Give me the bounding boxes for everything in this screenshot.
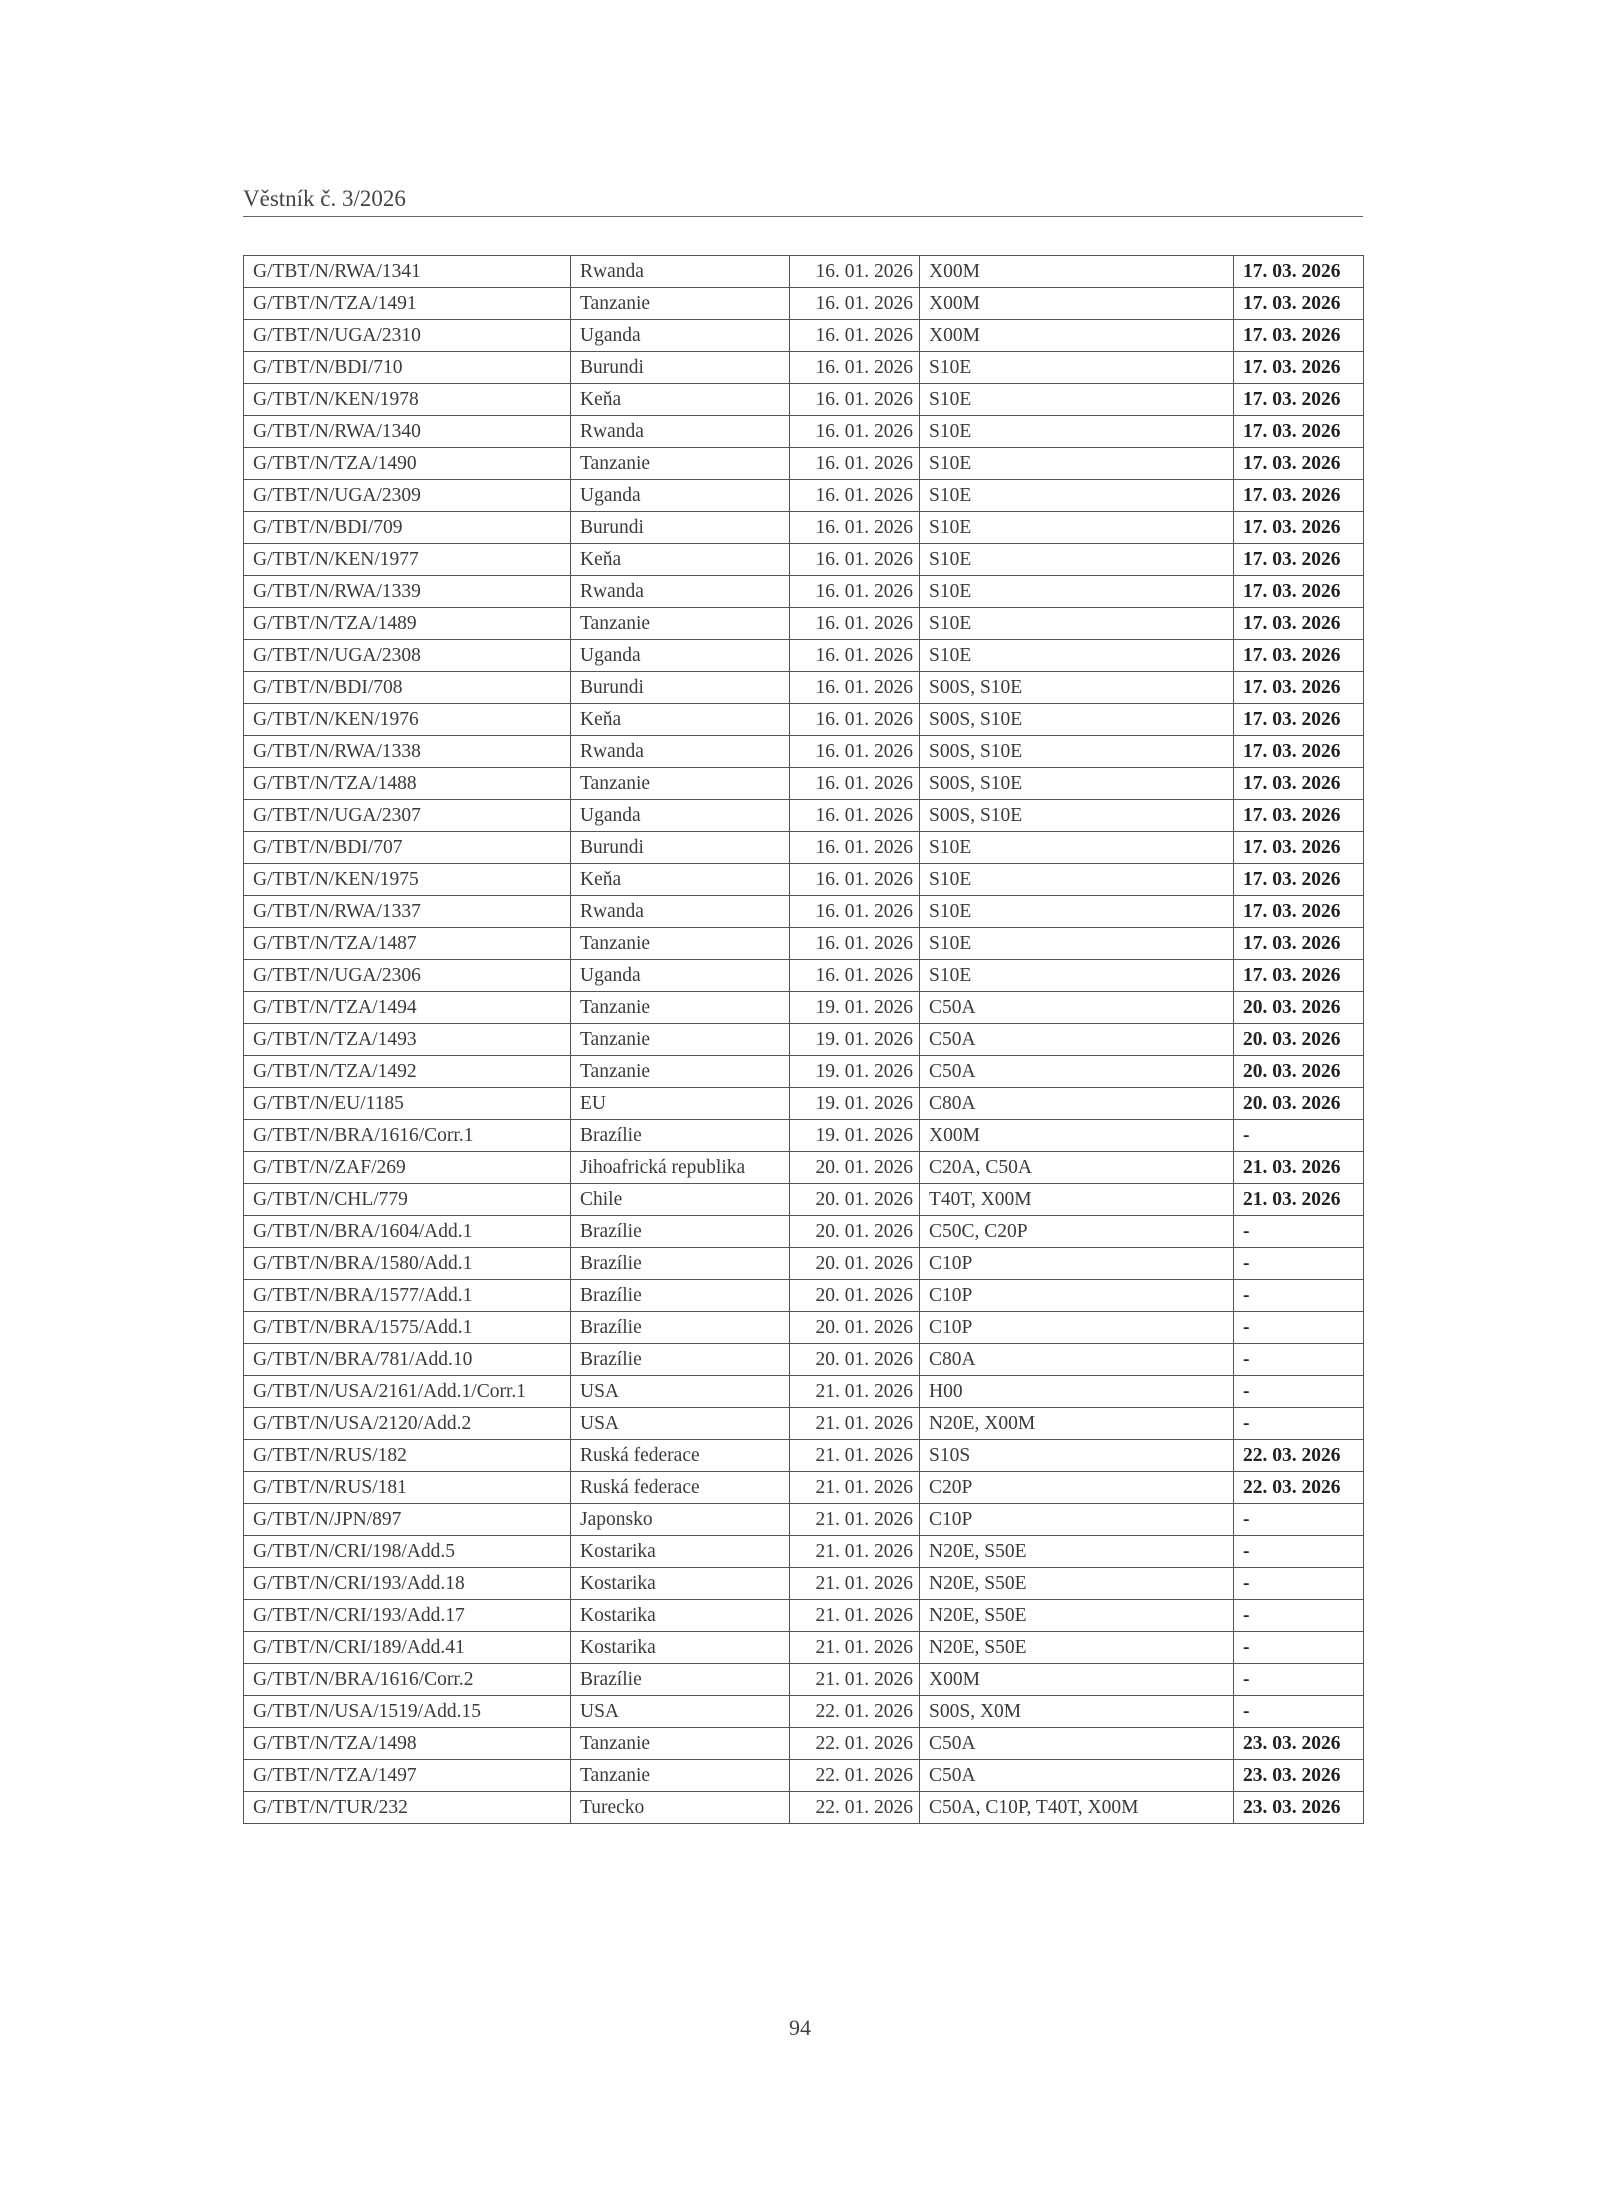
notification-symbol-cell: G/TBT/N/TZA/1490 [244, 448, 571, 480]
table-row [244, 1792, 1364, 1824]
ics-code-cell: H00 [920, 1376, 1234, 1408]
ics-code-cell: C10P [920, 1280, 1234, 1312]
comment-deadline-cell: - [1234, 1344, 1364, 1376]
country-cell: Kostarika [571, 1536, 790, 1568]
notification-date-cell: 20. 01. 2026 [790, 1344, 920, 1376]
ics-code-cell: X00M [920, 320, 1234, 352]
country-cell: Uganda [571, 960, 790, 992]
ics-code-cell: C20A, C50A [920, 1152, 1234, 1184]
table-row [244, 928, 1364, 960]
notification-symbol-cell: G/TBT/N/TZA/1487 [244, 928, 571, 960]
comment-deadline-cell: 23. 03. 2026 [1234, 1792, 1364, 1824]
country-cell: Kostarika [571, 1600, 790, 1632]
ics-code-cell: S00S, S10E [920, 736, 1234, 768]
ics-code-cell: C80A [920, 1344, 1234, 1376]
table-row [244, 384, 1364, 416]
comment-deadline-cell: 17. 03. 2026 [1234, 544, 1364, 576]
ics-code-cell: S00S, S10E [920, 768, 1234, 800]
notification-date-cell: 20. 01. 2026 [790, 1280, 920, 1312]
comment-deadline-cell: 17. 03. 2026 [1234, 640, 1364, 672]
country-cell: Burundi [571, 352, 790, 384]
comment-deadline-cell: 17. 03. 2026 [1234, 576, 1364, 608]
notification-symbol-cell: G/TBT/N/TZA/1489 [244, 608, 571, 640]
notification-date-cell: 16. 01. 2026 [790, 800, 920, 832]
country-cell: Keňa [571, 384, 790, 416]
table-row [244, 1760, 1364, 1792]
comment-deadline-cell: 17. 03. 2026 [1234, 256, 1364, 288]
country-cell: Chile [571, 1184, 790, 1216]
notification-symbol-cell: G/TBT/N/UGA/2307 [244, 800, 571, 832]
comment-deadline-cell: 21. 03. 2026 [1234, 1152, 1364, 1184]
comment-deadline-cell: 17. 03. 2026 [1234, 288, 1364, 320]
notification-date-cell: 16. 01. 2026 [790, 608, 920, 640]
ics-code-cell: C80A [920, 1088, 1234, 1120]
ics-code-cell: C50A, C10P, T40T, X00M [920, 1792, 1234, 1824]
comment-deadline-cell: 20. 03. 2026 [1234, 992, 1364, 1024]
notification-symbol-cell: G/TBT/N/CRI/193/Add.17 [244, 1600, 571, 1632]
notification-symbol-cell: G/TBT/N/TZA/1494 [244, 992, 571, 1024]
table-row [244, 864, 1364, 896]
comment-deadline-cell: - [1234, 1632, 1364, 1664]
notification-date-cell: 16. 01. 2026 [790, 960, 920, 992]
notification-date-cell: 16. 01. 2026 [790, 736, 920, 768]
notification-date-cell: 19. 01. 2026 [790, 1056, 920, 1088]
ics-code-cell: S10E [920, 576, 1234, 608]
country-cell: Rwanda [571, 896, 790, 928]
notification-date-cell: 16. 01. 2026 [790, 672, 920, 704]
notification-symbol-cell: G/TBT/N/RUS/182 [244, 1440, 571, 1472]
country-cell: Burundi [571, 672, 790, 704]
notification-date-cell: 19. 01. 2026 [790, 1120, 920, 1152]
country-cell: Kostarika [571, 1632, 790, 1664]
notification-symbol-cell: G/TBT/N/RWA/1341 [244, 256, 571, 288]
ics-code-cell: C50A [920, 1056, 1234, 1088]
notification-symbol-cell: G/TBT/N/BDI/710 [244, 352, 571, 384]
ics-code-cell: C10P [920, 1504, 1234, 1536]
notification-symbol-cell: G/TBT/N/TZA/1493 [244, 1024, 571, 1056]
comment-deadline-cell: 17. 03. 2026 [1234, 768, 1364, 800]
notification-symbol-cell: G/TBT/N/RWA/1340 [244, 416, 571, 448]
page-number: 94 [789, 2015, 811, 2040]
table-row [244, 1216, 1364, 1248]
notification-date-cell: 16. 01. 2026 [790, 512, 920, 544]
comment-deadline-cell: 17. 03. 2026 [1234, 896, 1364, 928]
comment-deadline-cell: - [1234, 1600, 1364, 1632]
table-row [244, 896, 1364, 928]
comment-deadline-cell: 21. 03. 2026 [1234, 1184, 1364, 1216]
notification-date-cell: 16. 01. 2026 [790, 416, 920, 448]
table-row [244, 832, 1364, 864]
comment-deadline-cell: 17. 03. 2026 [1234, 800, 1364, 832]
notification-symbol-cell: G/TBT/N/BRA/1616/Corr.2 [244, 1664, 571, 1696]
notification-date-cell: 21. 01. 2026 [790, 1664, 920, 1696]
country-cell: Brazílie [571, 1312, 790, 1344]
ics-code-cell: S10S [920, 1440, 1234, 1472]
comment-deadline-cell: 22. 03. 2026 [1234, 1440, 1364, 1472]
notification-symbol-cell: G/TBT/N/RWA/1339 [244, 576, 571, 608]
country-cell: Tanzanie [571, 1760, 790, 1792]
country-cell: Tanzanie [571, 928, 790, 960]
country-cell: Brazílie [571, 1280, 790, 1312]
notification-date-cell: 16. 01. 2026 [790, 896, 920, 928]
comment-deadline-cell: - [1234, 1280, 1364, 1312]
table-row [244, 352, 1364, 384]
notification-date-cell: 22. 01. 2026 [790, 1696, 920, 1728]
table-row [244, 576, 1364, 608]
table-row [244, 1184, 1364, 1216]
notification-date-cell: 16. 01. 2026 [790, 576, 920, 608]
ics-code-cell: S10E [920, 416, 1234, 448]
table-row [244, 1152, 1364, 1184]
table-row [244, 608, 1364, 640]
notification-symbol-cell: G/TBT/N/UGA/2309 [244, 480, 571, 512]
table-row [244, 1440, 1364, 1472]
comment-deadline-cell: - [1234, 1696, 1364, 1728]
notification-symbol-cell: G/TBT/N/BDI/707 [244, 832, 571, 864]
table-row [244, 1536, 1364, 1568]
table-row [244, 672, 1364, 704]
notification-date-cell: 16. 01. 2026 [790, 704, 920, 736]
country-cell: Ruská federace [571, 1440, 790, 1472]
ics-code-cell: S00S, S10E [920, 704, 1234, 736]
notification-date-cell: 20. 01. 2026 [790, 1184, 920, 1216]
table-row [244, 256, 1364, 288]
notification-date-cell: 21. 01. 2026 [790, 1632, 920, 1664]
table-row [244, 1024, 1364, 1056]
notification-date-cell: 16. 01. 2026 [790, 384, 920, 416]
table-row [244, 1504, 1364, 1536]
notifications-table [243, 255, 1364, 1824]
country-cell: Burundi [571, 832, 790, 864]
country-cell: Uganda [571, 640, 790, 672]
table-row [244, 1472, 1364, 1504]
country-cell: Tanzanie [571, 768, 790, 800]
notification-date-cell: 21. 01. 2026 [790, 1408, 920, 1440]
notification-date-cell: 16. 01. 2026 [790, 288, 920, 320]
country-cell: Brazílie [571, 1344, 790, 1376]
country-cell: Tanzanie [571, 608, 790, 640]
country-cell: Tanzanie [571, 1056, 790, 1088]
notification-date-cell: 22. 01. 2026 [790, 1760, 920, 1792]
country-cell: Uganda [571, 320, 790, 352]
country-cell: Burundi [571, 512, 790, 544]
comment-deadline-cell: - [1234, 1664, 1364, 1696]
comment-deadline-cell: 17. 03. 2026 [1234, 416, 1364, 448]
country-cell: Brazílie [571, 1248, 790, 1280]
ics-code-cell: N20E, X00M [920, 1408, 1234, 1440]
ics-code-cell: C50A [920, 1728, 1234, 1760]
notification-symbol-cell: G/TBT/N/TZA/1491 [244, 288, 571, 320]
ics-code-cell: S10E [920, 544, 1234, 576]
notification-symbol-cell: G/TBT/N/CHL/779 [244, 1184, 571, 1216]
table-row [244, 1344, 1364, 1376]
ics-code-cell: S10E [920, 928, 1234, 960]
comment-deadline-cell: - [1234, 1568, 1364, 1600]
notification-date-cell: 20. 01. 2026 [790, 1152, 920, 1184]
notification-symbol-cell: G/TBT/N/BRA/1616/Corr.1 [244, 1120, 571, 1152]
notification-symbol-cell: G/TBT/N/BRA/1580/Add.1 [244, 1248, 571, 1280]
comment-deadline-cell: 20. 03. 2026 [1234, 1056, 1364, 1088]
notification-symbol-cell: G/TBT/N/BRA/1575/Add.1 [244, 1312, 571, 1344]
table-row [244, 480, 1364, 512]
notification-date-cell: 21. 01. 2026 [790, 1440, 920, 1472]
ics-code-cell: C10P [920, 1312, 1234, 1344]
comment-deadline-cell: - [1234, 1408, 1364, 1440]
country-cell: Keňa [571, 704, 790, 736]
country-cell: Ruská federace [571, 1472, 790, 1504]
notification-symbol-cell: G/TBT/N/TUR/232 [244, 1792, 571, 1824]
country-cell: USA [571, 1376, 790, 1408]
ics-code-cell: N20E, S50E [920, 1600, 1234, 1632]
table-row [244, 416, 1364, 448]
table-row [244, 1408, 1364, 1440]
ics-code-cell: N20E, S50E [920, 1536, 1234, 1568]
notification-symbol-cell: G/TBT/N/BRA/1577/Add.1 [244, 1280, 571, 1312]
table-row [244, 1600, 1364, 1632]
ics-code-cell: C10P [920, 1248, 1234, 1280]
comment-deadline-cell: 17. 03. 2026 [1234, 512, 1364, 544]
ics-code-cell: S10E [920, 608, 1234, 640]
notification-symbol-cell: G/TBT/N/KEN/1977 [244, 544, 571, 576]
notification-symbol-cell: G/TBT/N/JPN/897 [244, 1504, 571, 1536]
ics-code-cell: S10E [920, 640, 1234, 672]
country-cell: Turecko [571, 1792, 790, 1824]
notification-date-cell: 20. 01. 2026 [790, 1312, 920, 1344]
ics-code-cell: S10E [920, 384, 1234, 416]
notification-date-cell: 16. 01. 2026 [790, 928, 920, 960]
table-row [244, 960, 1364, 992]
country-cell: Keňa [571, 544, 790, 576]
table-row [244, 1632, 1364, 1664]
notification-date-cell: 16. 01. 2026 [790, 864, 920, 896]
notification-date-cell: 21. 01. 2026 [790, 1504, 920, 1536]
comment-deadline-cell: 17. 03. 2026 [1234, 736, 1364, 768]
ics-code-cell: C50C, C20P [920, 1216, 1234, 1248]
notification-symbol-cell: G/TBT/N/UGA/2308 [244, 640, 571, 672]
notification-symbol-cell: G/TBT/N/UGA/2310 [244, 320, 571, 352]
notification-symbol-cell: G/TBT/N/KEN/1975 [244, 864, 571, 896]
comment-deadline-cell: - [1234, 1216, 1364, 1248]
table-row [244, 992, 1364, 1024]
notification-symbol-cell: G/TBT/N/BDI/708 [244, 672, 571, 704]
comment-deadline-cell: - [1234, 1376, 1364, 1408]
table-row [244, 1248, 1364, 1280]
notification-date-cell: 22. 01. 2026 [790, 1728, 920, 1760]
comment-deadline-cell: 20. 03. 2026 [1234, 1088, 1364, 1120]
comment-deadline-cell: 17. 03. 2026 [1234, 832, 1364, 864]
notification-symbol-cell: G/TBT/N/USA/2120/Add.2 [244, 1408, 571, 1440]
country-cell: Brazílie [571, 1216, 790, 1248]
country-cell: Rwanda [571, 736, 790, 768]
country-cell: USA [571, 1408, 790, 1440]
ics-code-cell: S10E [920, 960, 1234, 992]
notification-date-cell: 16. 01. 2026 [790, 832, 920, 864]
comment-deadline-cell: 22. 03. 2026 [1234, 1472, 1364, 1504]
comment-deadline-cell: 17. 03. 2026 [1234, 672, 1364, 704]
notification-symbol-cell: G/TBT/N/CRI/189/Add.41 [244, 1632, 571, 1664]
country-cell: Japonsko [571, 1504, 790, 1536]
country-cell: Tanzanie [571, 1728, 790, 1760]
notification-symbol-cell: G/TBT/N/KEN/1978 [244, 384, 571, 416]
comment-deadline-cell: - [1234, 1312, 1364, 1344]
table-row [244, 1728, 1364, 1760]
table-row [244, 544, 1364, 576]
comment-deadline-cell: 17. 03. 2026 [1234, 608, 1364, 640]
country-cell: Rwanda [571, 256, 790, 288]
notification-symbol-cell: G/TBT/N/TZA/1498 [244, 1728, 571, 1760]
notification-symbol-cell: G/TBT/N/TZA/1497 [244, 1760, 571, 1792]
notification-date-cell: 16. 01. 2026 [790, 352, 920, 384]
ics-code-cell: C20P [920, 1472, 1234, 1504]
comment-deadline-cell: 20. 03. 2026 [1234, 1024, 1364, 1056]
ics-code-cell: C50A [920, 1760, 1234, 1792]
notification-date-cell: 16. 01. 2026 [790, 256, 920, 288]
notification-date-cell: 19. 01. 2026 [790, 1024, 920, 1056]
notification-date-cell: 20. 01. 2026 [790, 1216, 920, 1248]
country-cell: Uganda [571, 480, 790, 512]
ics-code-cell: N20E, S50E [920, 1632, 1234, 1664]
table-row [244, 800, 1364, 832]
table-row [244, 448, 1364, 480]
comment-deadline-cell: - [1234, 1120, 1364, 1152]
country-cell: EU [571, 1088, 790, 1120]
notification-symbol-cell: G/TBT/N/RWA/1337 [244, 896, 571, 928]
table-row [244, 1056, 1364, 1088]
notification-date-cell: 19. 01. 2026 [790, 1088, 920, 1120]
notification-symbol-cell: G/TBT/N/BRA/781/Add.10 [244, 1344, 571, 1376]
ics-code-cell: C50A [920, 992, 1234, 1024]
notification-date-cell: 16. 01. 2026 [790, 544, 920, 576]
table-row [244, 288, 1364, 320]
ics-code-cell: S00S, S10E [920, 800, 1234, 832]
ics-code-cell: S10E [920, 512, 1234, 544]
ics-code-cell: S00S, X0M [920, 1696, 1234, 1728]
notification-symbol-cell: G/TBT/N/UGA/2306 [244, 960, 571, 992]
country-cell: Brazílie [571, 1120, 790, 1152]
ics-code-cell: X00M [920, 1664, 1234, 1696]
comment-deadline-cell: 23. 03. 2026 [1234, 1760, 1364, 1792]
notification-date-cell: 16. 01. 2026 [790, 320, 920, 352]
comment-deadline-cell: 17. 03. 2026 [1234, 480, 1364, 512]
country-cell: Uganda [571, 800, 790, 832]
notification-symbol-cell: G/TBT/N/ZAF/269 [244, 1152, 571, 1184]
table-row [244, 640, 1364, 672]
comment-deadline-cell: - [1234, 1536, 1364, 1568]
table-row [244, 320, 1364, 352]
ics-code-cell: S10E [920, 896, 1234, 928]
table-row [244, 1568, 1364, 1600]
table-row [244, 1696, 1364, 1728]
country-cell: Tanzanie [571, 448, 790, 480]
country-cell: Brazílie [571, 1664, 790, 1696]
notification-symbol-cell: G/TBT/N/USA/2161/Add.1/Corr.1 [244, 1376, 571, 1408]
country-cell: Tanzanie [571, 1024, 790, 1056]
table-row [244, 768, 1364, 800]
ics-code-cell: S10E [920, 352, 1234, 384]
comment-deadline-cell: 17. 03. 2026 [1234, 384, 1364, 416]
table-row [244, 1376, 1364, 1408]
comment-deadline-cell: - [1234, 1248, 1364, 1280]
notification-date-cell: 19. 01. 2026 [790, 992, 920, 1024]
table-row [244, 1664, 1364, 1696]
notification-symbol-cell: G/TBT/N/CRI/198/Add.5 [244, 1536, 571, 1568]
notification-symbol-cell: G/TBT/N/RUS/181 [244, 1472, 571, 1504]
notification-date-cell: 22. 01. 2026 [790, 1792, 920, 1824]
comment-deadline-cell: 17. 03. 2026 [1234, 960, 1364, 992]
comment-deadline-cell: 17. 03. 2026 [1234, 448, 1364, 480]
notification-date-cell: 21. 01. 2026 [790, 1600, 920, 1632]
ics-code-cell: X00M [920, 1120, 1234, 1152]
ics-code-cell: S00S, S10E [920, 672, 1234, 704]
notification-symbol-cell: G/TBT/N/CRI/193/Add.18 [244, 1568, 571, 1600]
table-row [244, 1280, 1364, 1312]
country-cell: Keňa [571, 864, 790, 896]
comment-deadline-cell: - [1234, 1504, 1364, 1536]
notification-symbol-cell: G/TBT/N/BRA/1604/Add.1 [244, 1216, 571, 1248]
comment-deadline-cell: 17. 03. 2026 [1234, 928, 1364, 960]
header-divider [243, 216, 1363, 217]
ics-code-cell: C50A [920, 1024, 1234, 1056]
country-cell: Rwanda [571, 416, 790, 448]
notification-symbol-cell: G/TBT/N/RWA/1338 [244, 736, 571, 768]
comment-deadline-cell: 17. 03. 2026 [1234, 864, 1364, 896]
table-row [244, 512, 1364, 544]
country-cell: Jihoafrická republika [571, 1152, 790, 1184]
notification-date-cell: 21. 01. 2026 [790, 1568, 920, 1600]
notification-symbol-cell: G/TBT/N/KEN/1976 [244, 704, 571, 736]
country-cell: Kostarika [571, 1568, 790, 1600]
notification-symbol-cell: G/TBT/N/TZA/1492 [244, 1056, 571, 1088]
notification-date-cell: 16. 01. 2026 [790, 640, 920, 672]
comment-deadline-cell: 17. 03. 2026 [1234, 352, 1364, 384]
comment-deadline-cell: 17. 03. 2026 [1234, 320, 1364, 352]
notification-date-cell: 21. 01. 2026 [790, 1376, 920, 1408]
notification-symbol-cell: G/TBT/N/BDI/709 [244, 512, 571, 544]
table-row [244, 736, 1364, 768]
notification-date-cell: 20. 01. 2026 [790, 1248, 920, 1280]
notification-symbol-cell: G/TBT/N/USA/1519/Add.15 [244, 1696, 571, 1728]
ics-code-cell: S10E [920, 448, 1234, 480]
country-cell: Tanzanie [571, 288, 790, 320]
notification-date-cell: 16. 01. 2026 [790, 768, 920, 800]
table-row [244, 1120, 1364, 1152]
ics-code-cell: T40T, X00M [920, 1184, 1234, 1216]
comment-deadline-cell: 23. 03. 2026 [1234, 1728, 1364, 1760]
country-cell: Tanzanie [571, 992, 790, 1024]
ics-code-cell: N20E, S50E [920, 1568, 1234, 1600]
notification-symbol-cell: G/TBT/N/EU/1185 [244, 1088, 571, 1120]
notification-date-cell: 21. 01. 2026 [790, 1472, 920, 1504]
table-row [244, 1312, 1364, 1344]
notification-date-cell: 16. 01. 2026 [790, 480, 920, 512]
ics-code-cell: X00M [920, 256, 1234, 288]
page-header-title: Věstník č. 3/2026 [243, 186, 406, 211]
ics-code-cell: S10E [920, 480, 1234, 512]
table-row [244, 1088, 1364, 1120]
notification-date-cell: 21. 01. 2026 [790, 1536, 920, 1568]
table-row [244, 704, 1364, 736]
comment-deadline-cell: 17. 03. 2026 [1234, 704, 1364, 736]
country-cell: USA [571, 1696, 790, 1728]
country-cell: Rwanda [571, 576, 790, 608]
notification-symbol-cell: G/TBT/N/TZA/1488 [244, 768, 571, 800]
ics-code-cell: S10E [920, 864, 1234, 896]
ics-code-cell: X00M [920, 288, 1234, 320]
ics-code-cell: S10E [920, 832, 1234, 864]
notification-date-cell: 16. 01. 2026 [790, 448, 920, 480]
